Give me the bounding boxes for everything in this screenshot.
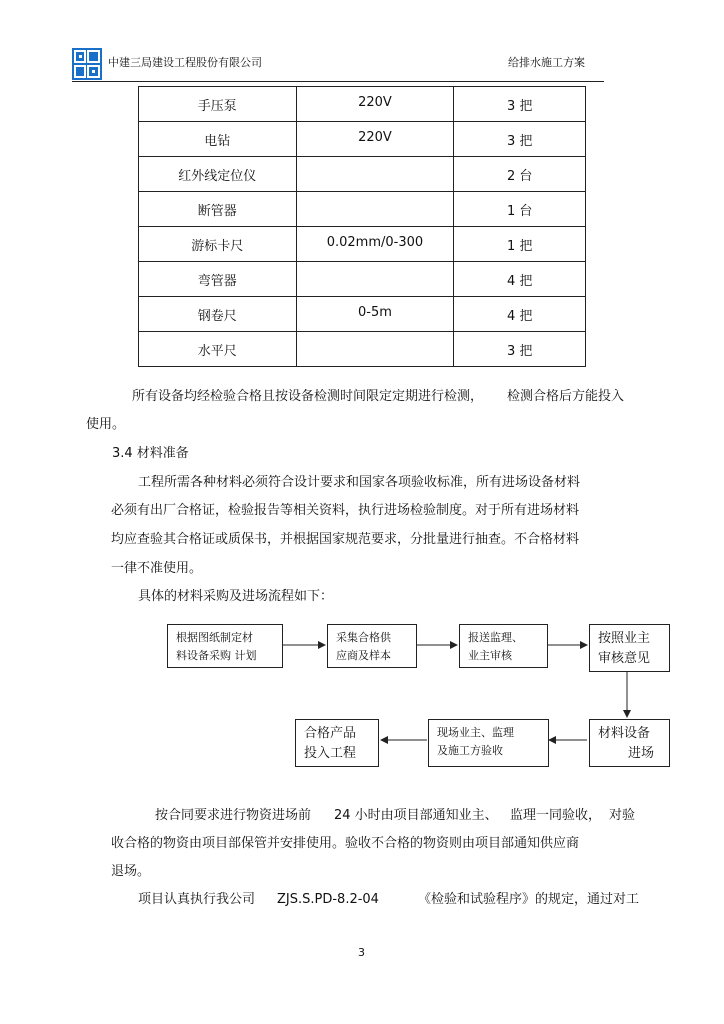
flow-step-text: 根据图纸制定材 [176, 631, 253, 644]
flow-step-text: 合格产品 [304, 726, 357, 741]
flow-step-text: 料设备采购 计划 [176, 649, 257, 662]
equipment-name-cell: 断管器 [139, 192, 297, 227]
equipment-note-part2: 检测合格后方能投入 [507, 389, 625, 404]
equipment-qty-cell: 3 把 [454, 332, 586, 367]
equipment-spec-cell: 0-5m [296, 297, 454, 332]
equipment-qty-cell: 2 台 [454, 157, 586, 192]
inspection-paragraph-part: 24 小时由项目部通知业主、 [334, 808, 498, 823]
flow-step-text: 按照业主 [598, 631, 651, 646]
equipment-qty-cell: 1 台 [454, 192, 586, 227]
materials-paragraph-line: 工程所需各种材料必须符合设计要求和国家各项验收标准，所有进场设备材料 [138, 475, 581, 490]
flow-step-put-into-use [295, 719, 379, 767]
equipment-note-part3: 使用。 [86, 417, 126, 432]
equipment-name-cell: 红外线定位仪 [139, 157, 297, 192]
flow-step-review [459, 624, 548, 668]
materials-paragraph-line: 必须有出厂合格证，检验报告等相关资料，执行进场检验制度。对于所有进场材料 [111, 503, 580, 518]
flow-step-site-inspection [428, 719, 549, 767]
flow-intro: 具体的材料采购及进场流程如下： [138, 589, 334, 604]
flow-step-text: 现场业主、监理 [437, 726, 514, 739]
flow-step-text: 业主审核 [468, 649, 512, 662]
inspection-paragraph-line: 收合格的物资由项目部保管并安排使用。验收不合格的物资则由项目部通知供应商 [111, 836, 580, 851]
procedure-paragraph-part: 《检验和试验程序》的规定，通过对工 [418, 892, 640, 907]
company-name: 中建三局建设工程股份有限公司 [108, 56, 262, 69]
flow-step-text: 审核意见 [598, 651, 651, 666]
procedure-paragraph-part: ZJS.S.PD-8.2-04 [277, 892, 379, 907]
equipment-note-part1: 所有设备均经检验合格且按设备检测时间限定定期进行检测， [132, 389, 484, 404]
flow-step-text: 投入工程 [304, 746, 357, 761]
equipment-name-cell: 手压泵 [139, 87, 297, 122]
materials-paragraph-line: 一律不准使用。 [111, 561, 203, 576]
equipment-name-cell: 水平尺 [139, 332, 297, 367]
flow-step-text: 进场 [628, 746, 655, 761]
inspection-paragraph-line: 退场。 [111, 864, 151, 879]
inspection-paragraph-part: 监理一同验收， [510, 808, 602, 823]
page-number: 3 [358, 946, 365, 959]
procedure-paragraph-part: 项目认真执行我公司 [138, 892, 256, 907]
flow-step-plan [167, 624, 283, 668]
flow-step-suppliers [327, 624, 417, 668]
equipment-name-cell: 钢卷尺 [139, 297, 297, 332]
equipment-qty-cell: 1 把 [454, 227, 586, 262]
equipment-name-cell: 游标卡尺 [139, 227, 297, 262]
flow-step-text: 材料设备 [598, 726, 651, 741]
inspection-paragraph-part: 按合同要求进行物资进场前 [155, 808, 312, 823]
section-heading: 3.4 材料准备 [112, 446, 189, 461]
equipment-spec-cell: 0.02mm/0-300 [296, 227, 454, 262]
equipment-name-cell: 弯管器 [139, 262, 297, 297]
flow-step-materials-arrive [589, 719, 670, 767]
equipment-name-cell: 电钻 [139, 122, 297, 157]
flow-step-text: 应商及样本 [336, 649, 391, 662]
document-title: 给排水施工方案 [508, 56, 585, 69]
inspection-paragraph-part: 对验 [609, 808, 636, 823]
equipment-qty-cell: 3 把 [454, 87, 586, 122]
materials-paragraph-line: 均应查验其合格证或质保书，并根据国家规范要求，分批量进行抽查。不合格材料 [111, 532, 580, 547]
equipment-spec-cell: 220V [296, 122, 454, 157]
equipment-qty-cell: 3 把 [454, 122, 586, 157]
equipment-spec-cell: 220V [296, 87, 454, 122]
flow-step-text: 及施工方验收 [437, 744, 503, 757]
equipment-qty-cell: 4 把 [454, 262, 586, 297]
flow-step-text: 报送监理、 [468, 631, 523, 644]
flow-step-text: 采集合格供 [336, 631, 391, 644]
equipment-qty-cell: 4 把 [454, 297, 586, 332]
flow-step-owner-opinion [589, 624, 670, 672]
